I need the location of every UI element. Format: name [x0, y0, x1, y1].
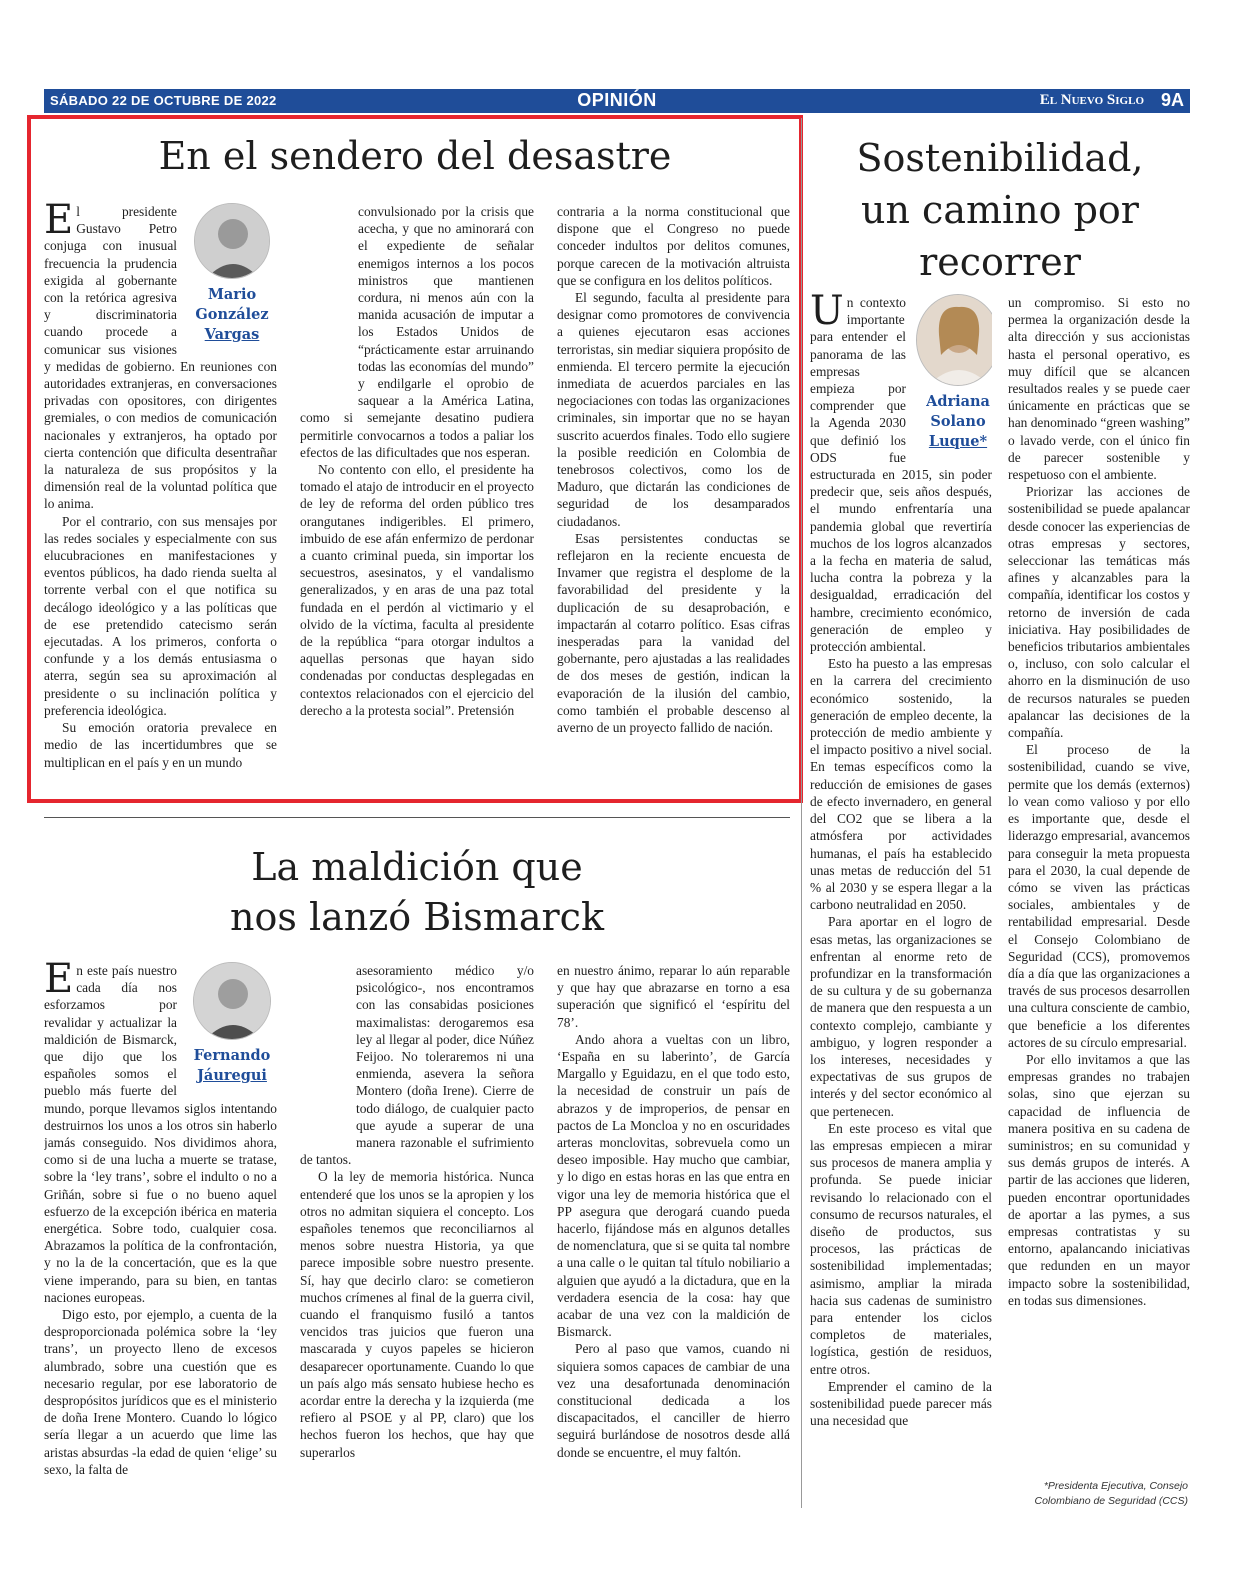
masthead-bar: [44, 89, 1190, 113]
paragraph: No contento con ello, el presidente ha tomado el atajo de introducir en el proyecto de ley de reforma del orden público tres orangutanes indigeribles. El primero, imbuido de ese afán enfermizo de perdonar a cuanto criminal pueda, sin importar los secuestros, asesinatos, y el vandalismo generalizados, y en aras de una paz total fundada en el perdón al victimario y el olvido de la víctima, faculta al presidente de la república “para otorgar indultos a aquellas personas que hayan sido condenadas por conductas desplegadas en contextos relacionados con el ejercicio del derecho a la protesta social”. Pretensión: [300, 462, 534, 718]
section-divider: [44, 817, 790, 818]
paragraph: Su emoción oratoria prevalece en medio de las incertidumbres que se multiplican en el país y en un mundo: [44, 720, 277, 770]
author-name: Mario González Vargas: [195, 286, 269, 343]
paragraph: Por el contrario, con sus mensajes por las redes sociales y especialmente con sus elucubraciones en manifestaciones y eventos públicos, ha dado rienda suelta al torrente verbal con el que notifica su decálogo ideológico y a las políticas que de ese pretendido catecismo serán ejecutadas. A los primeros, conforta o confunde y a los demás entusiasma o aterra, según sea su aproximación al presidente o su inclinación política y preferencia ideológica.: [44, 513, 277, 718]
article1-col1: [44, 203, 277, 783]
paragraph: Por ello invitamos a que las empresas grandes no trabajen solas, sino que ejerzan su capacidad de influencia de manera positiva en su cadena de suministros; en su comunidad y sus demás grupos de interés. A partir de las acciones que lideren, pueden encontrar oportunidades de aportar a las pymes, a sus empresas contratistas y su entorno, apalancando iniciativas que redunden en un mayor impacto sobre la sostenibilidad, en todas sus dimensiones.: [1008, 1051, 1190, 1308]
article1-col2: [300, 203, 534, 783]
article1-col3: [557, 203, 790, 783]
paragraph: Priorizar las acciones de sostenibilidad se puede apalancar desde conocer las experiencias de otras empresas y sectores, seleccionar las temáticas más afines y alcanzables para la compañía, identificar los costos y retorno de inversión de cada iniciativa. Hay posibilidades de beneficios tributarios ambientales o, incluso, con solo calcular el ahorro en la disminución de uso de recursos naturales se pueden apalancar las decisiones de la compañía.: [1008, 484, 1190, 741]
paragraph: un compromiso. Si esto no permea la organización desde la alta dirección y sus accionistas hasta el personal operativo, es muy difícil que se alcancen resultados reales y se puede caer únicamente en prácticas que se han denominado “green washing” o lavado verde, con el único fin de parecer sostenible y respetuoso con el ambiente.: [1008, 295, 1190, 483]
author-name: Fernando Jáuregui: [193, 1047, 271, 1084]
drop-cap: U: [810, 294, 844, 334]
article3-col2: [1008, 294, 1190, 1474]
author-photo-icon: [916, 294, 992, 386]
article2-col1: [44, 962, 277, 1510]
paragraph: Para aportar en el logro de esas metas, las organizaciones se enfrentan al enorme reto de profundizar en la transformación de su cultura y de su gobernanza de manera que den respuesta a un contexto complejo, cambiante y ambiguo, y logren responder a los intereses, necesidades y expectativas de sus grupos de interés y del sector económico al que pertenecen.: [810, 914, 992, 1119]
paragraph: En este país nuestro cada día nos esforzamos por revalidar y actualizar la maldición de Bismarck, que dijo que los españoles somos el pueblo más fuerte del mundo, porque llevamos siglos intentando destruirnos los unos a los otros sin haberlo jamás conseguido. Nos dividimos ahora, como si de una lucha a muerte se tratase, sobre la ‘ley trans’, sobre el indulto o no a Griñán, sobre si fue o no bueno aquel esfuerzo de la excepción ibérica en materia energética. Sobre todo, cualquier cosa. Abrazamos la política de la confrontación, y no la de la concertación, que es la que viene imperando, para su bien, en tantas naciones europeas.: [44, 962, 277, 1305]
paragraph: en nuestro ánimo, reparar lo aún reparable y que hay que abrazarse en torno a esa superación que significó el ‘espíritu del 78’.: [557, 963, 790, 1030]
author-photo-spacer: [300, 203, 356, 403]
paragraph: En este proceso es vital que las empresas empiecen a mirar sus procesos de manera amplia y profunda. Se puede iniciar revisando lo relacionado con el consumo de recursos naturales, el diseño de productos, sus procesos, las prácticas de sostenibilidad implementadas; asimismo, ampliar la mirada hacia sus cadenas de suministro para entender los ciclos completos de materiales, logística, gestión de residuos, entre otros.: [810, 1120, 992, 1377]
paragraph: El segundo, faculta al presidente para designar como promotores de convivencia a quienes ejecutaron esas acciones terroristas, sin mediar siquiera propósito de enmienda. El tercero permite la ejecución inmediata de acuerdos parciales en las negociaciones con todas las organizaciones criminales, sin importar que no se hayan suscrito acuerdos finales. Todo ello sugiere la posible reedición en Colombia de tenebrosos colectivos, como los de Maduro, que dictarán las condiciones de seguridad de los desamparados ciudadanos.: [557, 290, 790, 529]
paragraph: El proceso de la sostenibilidad, cuando se vive, permite que los demás (externos) lo vean como valioso y por ello es importante que, desde el liderazgo empresarial, avancemos para conseguir la meta propuesta para el 2030, la cual depende de cómo se viven las prácticas sociales, ambientales y de rentabilidad empresarial. Desde el Consejo Colombiano de Seguridad (CCS), promovemos día a día que las organizaciones a través de sus procesos desarrollen una cultura consciente de cambio, que beneficie a los diferentes actores de su círculo empresarial.: [1008, 742, 1190, 1050]
article2-title: La maldición que nos lanzó Bismarck: [230, 845, 604, 939]
paragraph: convulsionado por la crisis que acecha, y que no aminorará con el expediente de señalar enemigos internos a los pocos ministros que mantienen cordura, ni menos aún con la manida acusación de imputar a los Estados Unidos de “prácticamente estar arruinando todas las economías del mundo” y endilgarle el oprobio de saquear a la América Latina, como si semejante desatino pudiera permitirle convocarnos a todos a paliar los efectos de las dificultades que nos esperan.: [300, 204, 534, 460]
author-photo-icon: [194, 203, 270, 279]
author-footnote: *Presidenta Ejecutiva, Consejo Colombiano de Seguridad (CCS): [1034, 1480, 1188, 1507]
paragraph: Esas persistentes conductas se reflejaron en la reciente encuesta de Invamer que registra el desplome de la favorabilidad del presidente y la duplicación de su desaprobación, e impactarán al cotarro político. Esas cifras inesperadas para la vanidad del gobernante, pero ajustadas a las realidades de dos meses de gestión, indican la evaporación de la ilusión del cambio, como también el probable descenso al averno de un proyecto fallido de nación.: [557, 530, 790, 736]
paragraph: Pero al paso que vamos, cuando ni siquiera somos capaces de cambiar de una vez una desafortunada denominación constitucional dedicada a los discapacitados, el canciller de hierro seguirá burlándose de nosotros desde allá donde se encuentre, el muy faltón.: [557, 1341, 790, 1460]
paragraph: asesoramiento médico y/o psicológico-, nos encontramos con las consabidas posiciones maximalistas: derogaremos esa ley al llegar al poder, dice Núñez Feijoo. No toleraremos ni una enmienda, asevera la señora Montero (doña Irene). Cierre de todo diálogo, de cualquier pacto que ayude a superar de una manera razonable el sufrimiento de tantos.: [300, 963, 534, 1168]
drop-cap: E: [44, 203, 74, 243]
issue-date: SÁBADO 22 DE OCTUBRE DE 2022: [50, 93, 277, 108]
article1-title: En el sendero del desastre: [158, 134, 672, 178]
article2-col2: [300, 962, 534, 1510]
paragraph: O la ley de memoria histórica. Nunca entenderé que los unos se la apropien y los otros no admitan siquiera el concepto. Los españoles tenemos que reconciliarnos al menos sobre nuestra Historia, ya que parece imposible sobre nuestro presente. Sí, hay que decirlo claro: se cometieron muchos crímenes al final de la guerra civil, cuando el franquismo fusiló a tantos vencidos tras juicios que fueron una mascarada y cuyos papeles se hicieron desaparecer oportunamente. Cuando lo que un país algo más sensato hubiese hecho es acordar entre la derecha y la izquierda (me refiero al PSOE y al PP, claro) que los hechos fueron los hechos, que hay que superarlos: [300, 1169, 534, 1460]
article3-title: Sostenibilidad, un camino por recorrer: [856, 136, 1144, 284]
page-number: 9A: [1160, 90, 1184, 110]
author-name: Adriana Solano Luque*: [926, 393, 990, 450]
article3-author: [910, 294, 992, 452]
paragraph: contraria a la norma constitucional que dispone que el Congreso no puede conceder indultos por delitos comunes, porque carecen de la motivación altruista que se configura en los delitos políticos.: [557, 204, 790, 288]
newspaper-name: El Nuevo Siglo: [1039, 92, 1144, 108]
paragraph: El presidente Gustavo Petro conjuga con inusual frecuencia la prudencia exigida al gobernante con la retórica agresiva y discriminatoria cuando procede a comunicar sus visiones y medidas de gobierno. En reuniones con autoridades extranjeras, en conversaciones privadas con opositores, con dirigentes gremiales, o con medios de comunicación nacionales y extranjeros, ha optado por cierta contención que dificulta desentrañar la naturaleza de sus propósitos y la dimensión real de la voluntad política que lo anima.: [44, 203, 277, 512]
paragraph: Esto ha puesto a las empresas en la carrera del crecimiento económico sostenido, la generación de empleo decente, la protección de medio ambiente y el impacto positivo a nivel social. En temas específicos como la reducción de emisiones de gases de efecto invernadero, en general del CO2 que se libera a la atmósfera por actividades humanas, el país ha establecido unas metas de reducción del 51 % al 2030 y se espera llegar a la carbono neutralidad en 2050.: [810, 656, 992, 913]
paragraph: Ando ahora a vueltas con un libro, ‘España en su laberinto’, de García Margallo y Eguidazu, en el que todo esto, la necesidad de construir un país de abrazos y de improperios, de pensar en pactos de La Moncloa y no en oscuridades arteras monclovitas, sobrevuela como un deseo imposible. Hay mucho que cambiar, y lo digo en estas horas en las que entra en vigor una ley de memoria histórica que el PP asegura que derogará cuando pueda hacerlo, fijándose más en algunos detalles de nomenclatura, que si se quita tal nombre a una calle o le quitan tal título nobiliario a alguien que ayudó a la dictadura, que en la verdadera esencia de la cosa: hay que acabar de una vez con la maldición de Bismarck.: [557, 1031, 790, 1340]
paragraph: Emprender el camino de la sostenibilidad puede parecer más una necesidad que: [810, 1378, 992, 1429]
column-divider: [801, 118, 802, 1508]
article3-col1: [810, 294, 992, 1510]
section-title: OPINIÓN: [577, 90, 657, 110]
article2-author: [183, 962, 277, 1086]
article2-col3: [557, 962, 790, 1510]
paragraph: Digo esto, por ejemplo, a cuenta de la desproporcionada polémica sobre la ‘ley trans’, un proyecto lleno de excesos alumbrado, sobre una cuestión que es necesario regular, por ese laboratorio de despropósitos jurídicos que es el ministerio de doña Irene Montero. Cuando lo lógico sería llegar a un acuerdo que lime las aristas absurdas -la edad de quien ‘elige’ su sexo, la falta de: [44, 1307, 277, 1477]
author-photo-icon: [193, 962, 271, 1040]
author-photo-spacer: [300, 962, 354, 1148]
article1-author: [183, 203, 277, 345]
paragraph: Un contexto importante para entender el panorama de las empresas empieza por comprender que la Agenda 2030 que definió los ODS fue estructurada en 2015, sin poder predecir que, seis años después, el mundo enfrentaría una pandemia global que revertiría muchos de los logros alcanzados a la fecha en materia de salud, lucha contra la pobreza y la desigualdad, erradicación del hambre, crecimiento económico, generación de empleo y protección ambiental.: [810, 294, 992, 655]
drop-cap: E: [44, 962, 74, 1002]
